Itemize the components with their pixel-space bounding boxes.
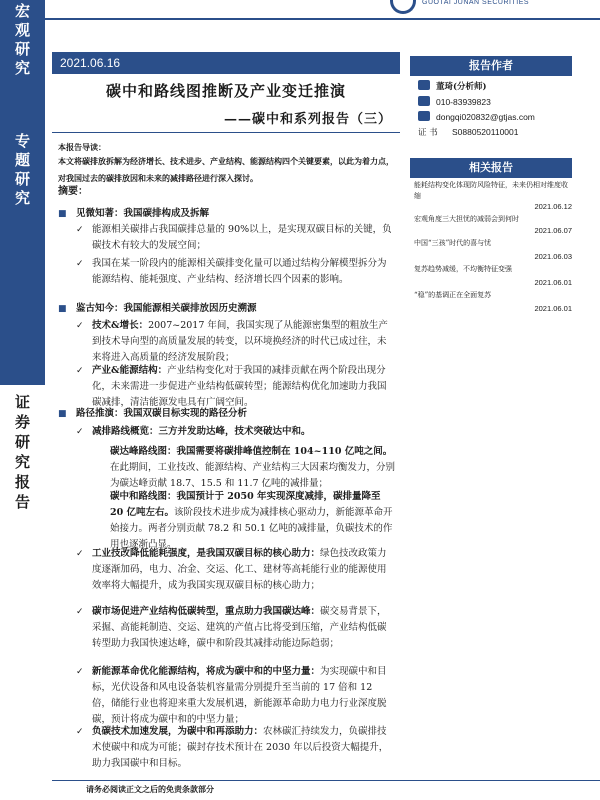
square-bullet-icon: ■ [58, 304, 67, 314]
square-bullet-icon: ■ [58, 409, 67, 419]
author-header: 报告作者 [410, 56, 572, 76]
report-subtitle: ——碳中和系列报告（三） [223, 112, 392, 127]
band-label-report: 证 券 研 究 报 告 [14, 393, 30, 511]
list-item: ✓ 能源相关碳排占我国碳排总量的 90%以上，是实现双碳目标的关键，负碳技术有较大的发展空间； [76, 224, 392, 251]
footer-rule [52, 780, 600, 781]
check-bullet-icon: ✓ [76, 607, 84, 617]
list-item: ✓ 负碳技术加速发展，为碳中和再添助力：农林碳汇持续发力，负碳排技术使碳中和成为可能；碳封存技术预计在 2030 年以后投资大幅提升，助力我国碳中和目标。 [76, 726, 389, 769]
summary-heading: 摘要： [58, 186, 88, 197]
check-bullet-icon: ✓ [76, 427, 84, 437]
band-label-macro: 宏 观 研 究 [14, 2, 30, 77]
section-heading: ■ 路径推演：我国双碳目标实现的路径分析 [58, 406, 398, 422]
related-report-title[interactable]: 复苏趋势减缓，不均衡特征变强 [414, 265, 512, 273]
related-report-title[interactable]: 中国“三孩”时代的喜与忧 [414, 239, 492, 247]
related-report-title[interactable]: 宏观角度三大担忧的减弱会到何时 [414, 215, 519, 223]
check-bullet-icon: ✓ [76, 549, 84, 559]
header-rule [45, 18, 600, 20]
related-report-title[interactable]: “稳”的基调正在全面复苏 [414, 291, 492, 299]
section-heading: ■ 见微知著：我国碳排构成及拆解 [58, 206, 398, 222]
square-bullet-icon: ■ [58, 209, 67, 219]
title-rule [52, 132, 400, 133]
check-bullet-icon: ✓ [76, 366, 84, 376]
check-bullet-icon: ✓ [76, 727, 84, 737]
list-item: ✓ 我国在某一阶段内的能源相关碳排变化量可以通过结构分解模型拆分为能源结构、能耗强度、产业结构、经济增长四个因素的影响。 [76, 258, 387, 285]
sub-item: 碳达峰路线图：我国需要将碳排峰值控制在 104~110 亿吨之间。在此期间，工业技改、能源结构、产业结构三大因素均衡发力，分别为碳达峰贡献 18.7、15.5 和 11.7 亿吨的减排量； [110, 446, 396, 489]
related-report-date: 2021.06.01 [534, 304, 572, 313]
related-report-date: 2021.06.01 [534, 278, 572, 287]
related-report-title[interactable]: 能耗结构变化体现防风险特征，未来仍相对维度收缩 [414, 181, 568, 200]
sub-item: 碳中和路线图：我国预计于 2050 年实现深度减排，碳排量降至 20 亿吨左右。该阶段技术进步成为减排核心驱动力，新能源革命开始接力。两者分别贡献 78.2 和 50.1 亿吨的减排量，负碳技术的作用也逐渐凸显。 [110, 491, 393, 550]
person-icon [418, 80, 430, 90]
company-logo [390, 0, 590, 16]
section-heading: ■ 鉴古知今：我国能源相关碳排放因历史溯源 [58, 301, 398, 317]
author-certificate: 证 书 S0880520110001 [418, 127, 519, 138]
check-bullet-icon: ✓ [76, 259, 84, 269]
list-item: ✓ 技术&增长：2007~2017 年间，我国实现了从能源密集型的粗放生产到技术导向型的高质量发展的转变，以环境换经济的时代已成过往，未来将进入高质量的经济发展阶段； [76, 320, 388, 363]
check-bullet-icon: ✓ [76, 321, 84, 331]
related-report-date: 2021.06.03 [534, 252, 572, 261]
band-label-special: 专 题 研 究 [14, 132, 30, 207]
email-icon [418, 111, 430, 121]
footer-disclaimer: 请务必阅读正文之后的免责条款部分 [86, 784, 214, 794]
report-date: 2021.06.16 [52, 52, 400, 74]
check-bullet-icon: ✓ [76, 667, 84, 677]
list-item: ✓ 产业&能源结构：产业结构变化对于我国的减排贡献在两个阶段出现分化，未来需进一步促进产业结构低碳转型；能源结构优化加速助力我国碳减排，清洁能源发电具有广阔空间。 [76, 365, 387, 408]
check-bullet-icon: ✓ [76, 225, 84, 235]
list-item: ✓ 新能源革命优化能源结构，将成为碳中和的中坚力量：为实现碳中和目标，光伏设备和风电设备装机容量需分别提升至当前的 17 倍和 12 倍，储能行业也将迎来重大发展机遇，新能源革命助力电力行业深度脱碳，预计将成为碳中和的中坚力量； [76, 666, 387, 725]
report-title: 碳中和路线图推断及产业变迁推演 [105, 82, 346, 100]
intro-text: 本文将碳排放拆解为经济增长、技术进步、产业结构、能源结构四个关键要素，以此为着力点，对我国过去的碳排放因和未来的减排路径进行深入探讨。 [58, 156, 394, 183]
related-report-date: 2021.06.12 [534, 202, 572, 211]
related-header: 相关报告 [410, 158, 572, 178]
list-item: ✓ 减排路线概览：三方并发助达峰，技术突破达中和。 [76, 424, 394, 440]
list-item: ✓ 工业技改降低能耗强度，是我国双碳目标的核心助力：绿色技改政策力度逐渐加码，电力、冶金、交运、化工、建材等高耗能行业的能源使用效率将大幅提升，成为我国实现双碳目标的核心助力； [76, 548, 387, 591]
author-name: 董琦(分析师) [418, 80, 487, 92]
author-email[interactable]: dongqi020832@gtjas.com [418, 111, 535, 122]
phone-icon [418, 96, 430, 106]
intro-heading: 本报告导读： [58, 142, 106, 152]
author-phone: 010-83939823 [418, 96, 491, 107]
related-report-date: 2021.06.07 [534, 226, 572, 235]
list-item: ✓ 碳市场促进产业结构低碳转型，重点助力我国碳达峰：碳交易背景下，采掘、高能耗制造、交运、建筑的产值占比将受到压缩，产业结构低碳转型助力我国快速达峰，碳中和阶段其减排动能边际趋弱； [76, 606, 387, 649]
logo-text: GUOTAI JUNAN SECURITIES [422, 0, 530, 6]
logo-mark-icon [390, 0, 416, 14]
